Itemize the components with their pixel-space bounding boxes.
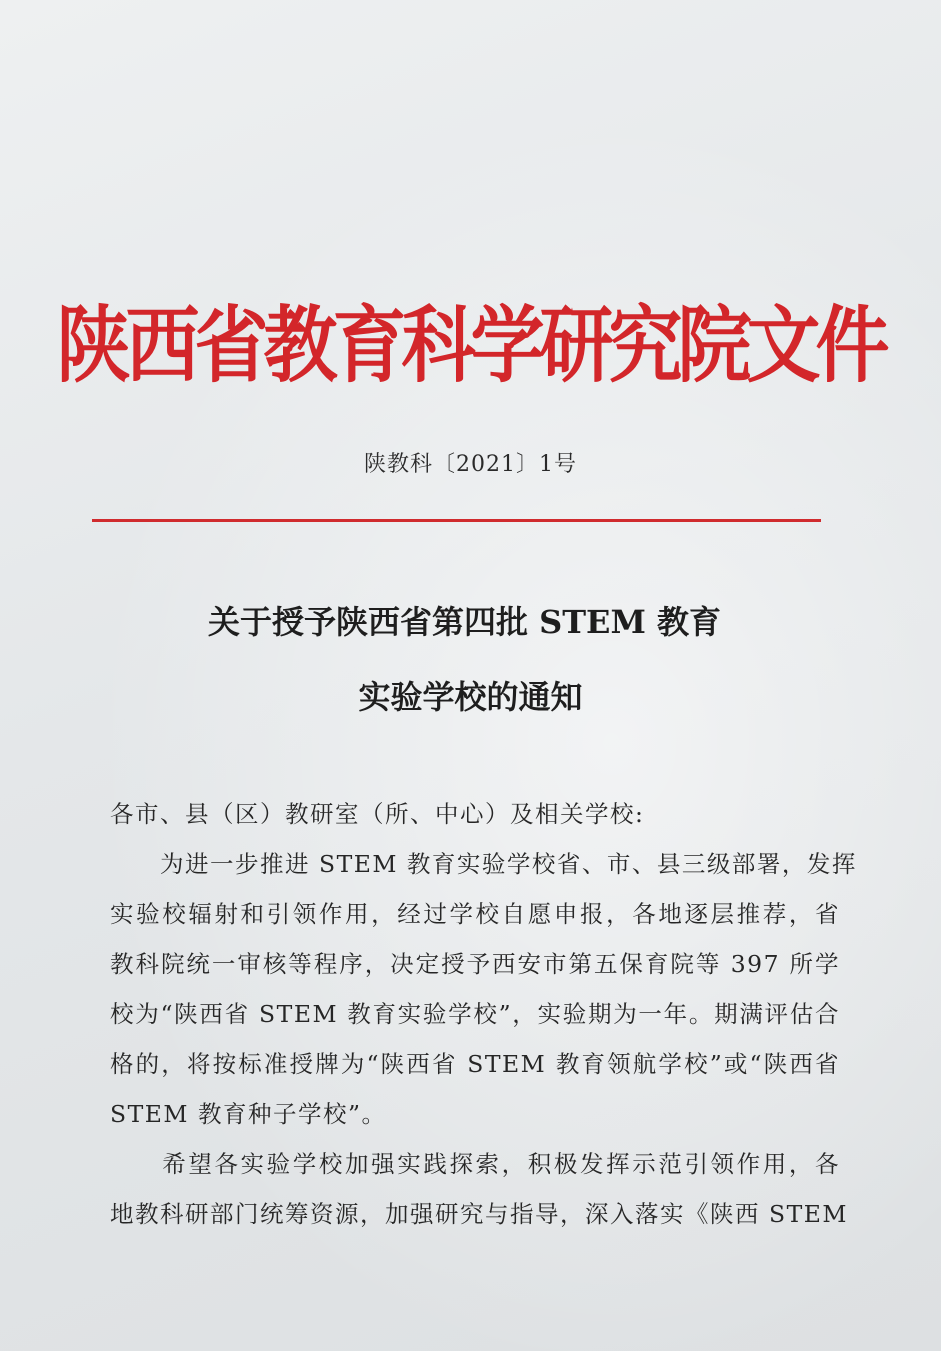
salutation: 各市、县（区）教研室（所、中心）及相关学校: (110, 800, 645, 828)
paragraph-1-line: 教科院统一审核等程序，决定授予西安市第五保育院等 397 所学 (110, 950, 840, 978)
notice-title-line-2: 实验学校的通知 (358, 678, 583, 716)
paragraph-1-line: STEM 教育种子学校”。 (110, 1100, 387, 1128)
paragraph-1-line: 校为“陕西省 STEM 教育实验学校”，实验期为一年。期满评估合 (110, 1000, 840, 1028)
paragraph-2-line: 希望各实验学校加强实践探索，积极发挥示范引领作用，各 (110, 1150, 840, 1178)
red-divider-line (92, 519, 821, 522)
document-number: 陕教科〔2021〕1号 (364, 452, 577, 477)
notice-title-line-1: 关于授予陕西省第四批 STEM 教育 (207, 603, 722, 641)
paragraph-2-line: 地教科研部门统筹资源，加强研究与指导，深入落实《陕西 STEM (110, 1200, 848, 1228)
masthead-title: 陕西省教育科学研究院文件 (56, 297, 885, 395)
paragraph-1-line: 格的，将按标准授牌为“陕西省 STEM 教育领航学校”或“陕西省 (110, 1050, 840, 1078)
paragraph-1-line: 实验校辐射和引领作用，经过学校自愿申报，各地逐层推荐，省 (110, 900, 840, 928)
paragraph-1-line: 为进一步推进 STEM 教育实验学校省、市、县三级部署，发挥 (110, 850, 857, 878)
